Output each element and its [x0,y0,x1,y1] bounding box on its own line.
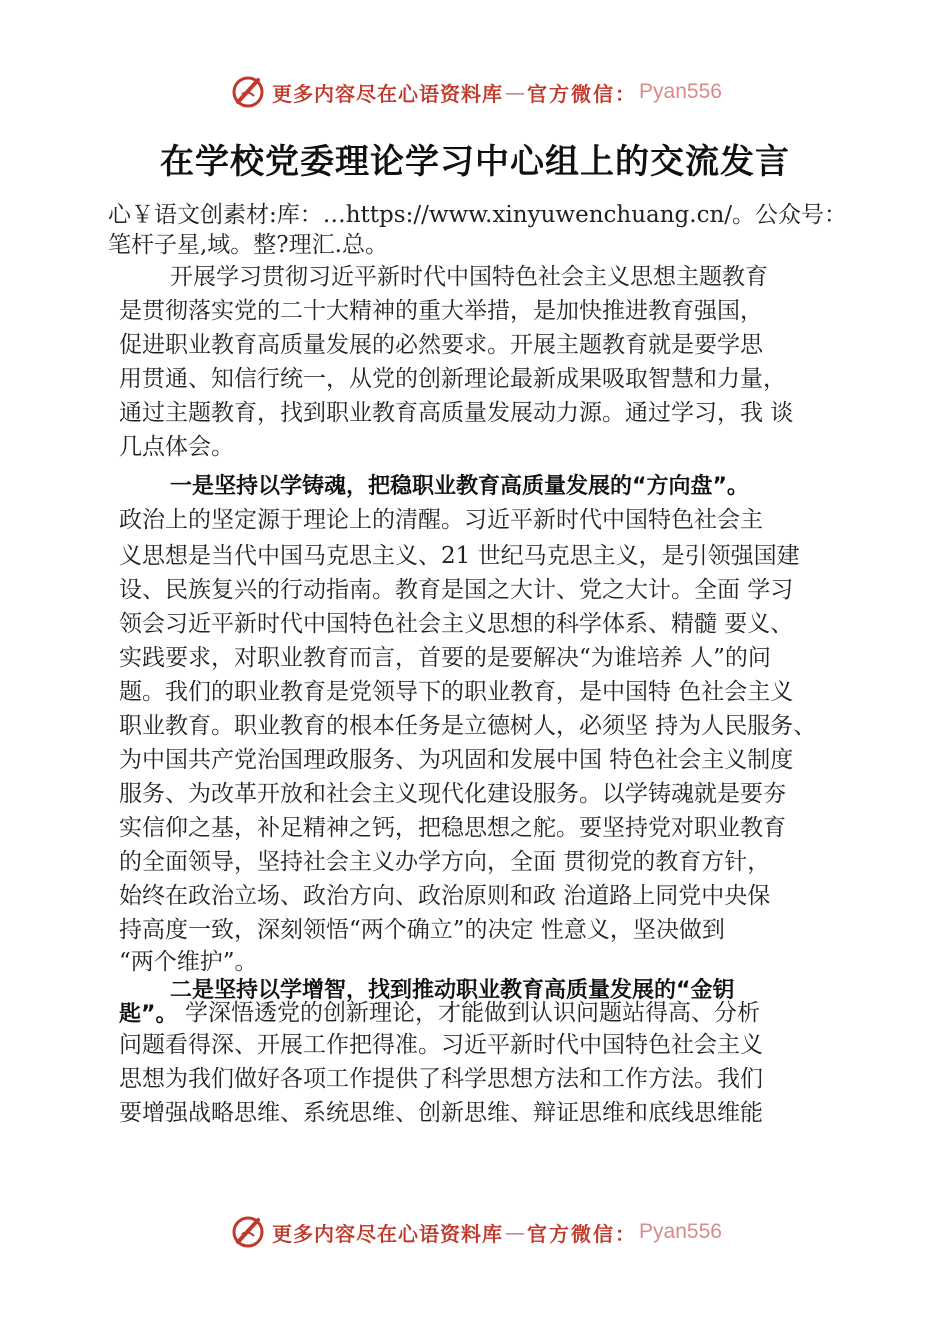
paragraph-line: 实信仰之基，补足精神之钙，把稳思想之舵。要坚持党对职业教育 [119,815,786,841]
paragraph-line: 开展学习贯彻习近平新时代中国特色社会主义思想主题教育 [170,264,768,290]
banner-text: 更多内容尽在心语资料库 [272,81,504,106]
pen-logo-icon [228,1212,268,1252]
paragraph-line: 问题看得深、开展工作把得准。习近平新时代中国特色社会主义 [119,1032,763,1058]
source-line: 笔杆子星,域。整?理汇.总。 [108,232,388,258]
banner-wechat-id: Pyan556 [639,1220,722,1243]
paragraph-line: 要增强战略思维、系统思维、创新思维、辩证思维和底线思维能 [119,1100,763,1126]
paragraph-line: 为中国共产党治国理政服务、为巩固和发展中国 特色社会主义制度 [119,747,794,773]
paragraph-line: 学深悟透党的创新理论，才能做到认识问题站得高、分析 [185,1000,760,1026]
paragraph-line: 设、民族复兴的行动指南。教育是国之大计、党之大计。全面 学习 [119,577,794,603]
paragraph-line: 思想为我们做好各项工作提供了科学思想方法和工作方法。我们 [119,1066,763,1092]
banner-wechat-label: 官方微信： [527,1221,638,1246]
document-title: 在学校党委理论学习中心组上的交流发言 [160,142,790,182]
paragraph-line: 始终在政治立场、政治方向、政治原则和政 治道路上同党中央保 [119,883,771,909]
section-heading: 一是坚持以学铸魂，把稳职业教育高质量发展的“方向盘”。 [170,474,749,499]
paragraph-line: 促进职业教育高质量发展的必然要求。开展主题教育就是要学思 [119,332,763,358]
banner-text: 更多内容尽在心语资料库 [272,1221,504,1246]
paragraph-line: 几点体会。 [119,434,234,460]
paragraph-line: 是贯彻落实党的二十大精神的重大举措，是加快推进教育强国， [119,298,763,324]
header-banner [0,70,950,114]
paragraph-line: “两个维护”。 [119,949,258,975]
banner-wechat-id: Pyan556 [639,80,722,103]
paragraph-line: 职业教育。职业教育的根本任务是立德树人，必须坚 持为人民服务、 [119,713,817,739]
footer-banner [0,1210,950,1254]
paragraph-line: 的全面领导，坚持社会主义办学方向，全面 贯彻党的教育方针， [119,849,771,875]
paragraph-line: 领会习近平新时代中国特色社会主义思想的科学体系、精髓 要义、 [119,611,794,637]
paragraph-line: 通过主题教育，找到职业教育高质量发展动力源。通过学习，我 谈 [119,400,794,426]
paragraph-line: 政治上的坚定源于理论上的清醒。习近平新时代中国特色社会主 [119,507,763,533]
paragraph-line: 服务、为改革开放和社会主义现代化建设服务。以学铸魂就是要夯 [119,781,786,807]
banner-separator: — [505,80,526,104]
section-heading: 二是坚持以学增智，找到推动职业教育高质量发展的“金钥 [170,978,735,1003]
paragraph-line: 实践要求，对职业教育而言，首要的是要解决“为谁培养 人”的问 [119,645,771,671]
section-heading: 匙”。 [119,1002,178,1027]
pen-logo-icon [228,72,268,112]
paragraph-line: 持高度一致，深刻领悟“两个确立”的决定 性意义，坚决做到 [119,917,725,943]
source-line: 心￥语文创素材:库：…https://www.xinyuwenchuang.cn/。公众号： [108,202,848,228]
paragraph-line: 题。我们的职业教育是党领导下的职业教育，是中国特 色社会主义 [119,679,794,705]
banner-separator: — [505,1220,526,1244]
paragraph-line: 义思想是当代中国马克思主义、21 世纪马克思主义，是引领强国建 [119,543,800,569]
paragraph-line: 用贯通、知信行统一，从党的创新理论最新成果吸取智慧和力量， [119,366,786,392]
banner-wechat-label: 官方微信： [527,81,638,106]
